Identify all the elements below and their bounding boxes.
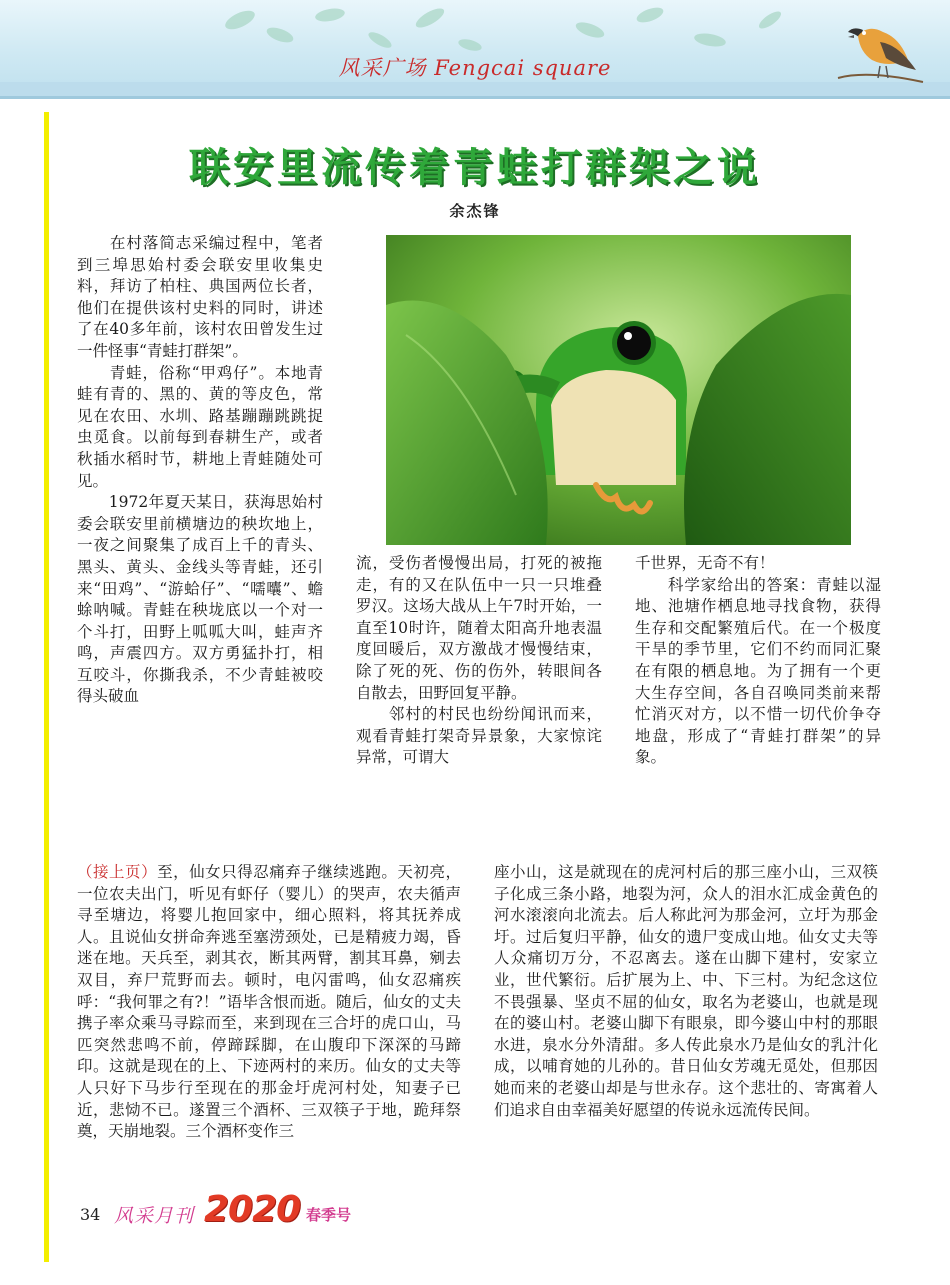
magazine-season: 春季号: [306, 1206, 352, 1224]
banner-stripe: [0, 82, 950, 96]
page-footer: [62, 1187, 462, 1237]
header-banner: [0, 0, 950, 96]
article-title: 联安里流传着青蛙打群架之说: [189, 145, 761, 191]
banner-divider: [0, 96, 950, 99]
article-column-3: 千世界，无奇不有！ 科学家给出的答案：青蛙以湿地、池塘作栖息地寻找食物，获得生存和交配繁殖后代。在一个极度干旱的季节里，它们不约而同汇聚在有限的栖息地。为了拥有一个更大生存空间，各自召唤同类前来帮忙消灭对方，以不惜一切代价争夺地盘，形成了“青蛙打群架”的异象。: [635, 554, 881, 767]
side-accent-bar: [44, 112, 49, 1262]
magazine-name: 风采月刊: [114, 1205, 195, 1227]
continued-column-left: [77, 862, 461, 1143]
continued-label: （接上页）: [77, 863, 158, 881]
article-column-2: 流，受伤者慢慢出局，打死的被拖走，有的又在队伍中一只一只堆叠罗汉。这场大战从上午7时开始，一直至10时许，随着太阳高升地表温度回暖后，双方激战才慢慢结束，除了死的死、伤的伤外，转眼间各自散去，田野回复平静。 邻村的村民也纷纷闻讯而来，观看青蛙打架奇异景象，大家惊诧异常，可谓大: [356, 554, 602, 767]
article-column-1: 在村落简志采编过程中，笔者到三埠思始村委会联安里收集史料，拜访了柏柱、典国两位长者，他们在提供该村史料的同时，讲述了在40多年前，该村农田曾发生过一件怪事“青蛙打群架”。 青蛙，俗称“甲鸡仔”。本地青蛙有青的、黑的、黄的等皮色，常见在农田、水圳、路基蹦蹦跳跳捉虫觅食。以前每到春耕生产，或者秋插水稻时节，耕地上青蛙随处可见。 1972年夏天某日，获海思始村委会联安里前横塘边的秧坎地上，一夜之间聚集了成百上千的青头、黑头、黄头、金线头等青蛙，还引来“田鸡”、“游蛤仔”、“嚅囔”、蟾蜍呐喊。青蛙在秧垅底以一个对一个斗打，田野上呱呱大叫，蛙声齐鸣，声震四方。双方勇猛扑打，相互咬斗，你撕我杀，不少青蛙被咬得头破血: [77, 234, 323, 706]
section-label: 风采广场 Fengcai square: [338, 56, 612, 80]
page-number: 34: [80, 1205, 101, 1224]
article-author: 余杰锋: [449, 202, 501, 220]
magazine-year: 2020: [204, 1189, 301, 1230]
frog-photo: [386, 235, 851, 545]
continued-text-left: 至，仙女只得忍痛弃子继续逃跑。天初亮，一位农夫出门，听见有虾仔（婴儿）的哭声，农夫循声寻至塘边，将婴儿抱回家中，细心照料，将其抚养成人。且说仙女拼命奔逃至塞涝颈处，已是精疲力竭，昏迷在地。天兵至，剥其衣，断其两臂，割其耳鼻，剜去双目，弃尸荒野而去。顿时，电闪雷鸣，仙女忍痛疾呼：“我何罪之有?！”语毕含恨而逝。随后，仙女的丈夫携子率众乘马寻踪而至，来到现在三合圩的虎口山，马匹突然悲鸣不前，停蹄踩脚，在山腹印下深深的马蹄印。这就是现在的上、下迹两村的来历。仙女的丈夫等人只好下马步行至现在的那金圩虎河村处，知妻子已近，悲恸不已。遂置三个酒杯、三双筷子于地，跪拜祭奠，天崩地裂。三个酒杯变作三: [77, 863, 461, 1141]
continued-column-right: 座小山，这是就现在的虎河村后的那三座小山，三双筷子化成三条小路，地裂为河，众人的泪水汇成金黄色的河水滚滚向北流去。后人称此河为那金河，立圩为那金圩。过后复归平静，仙女的遗尸变成山地。仙女丈夫等人众痛切万分，不忍离去。遂在山脚下建村，安家立业，世代繁衍。后扩展为上、中、下三村。为纪念这位不畏强暴、坚贞不屈的仙女，取名为老婆山，也就是现在的婆山村。老婆山脚下有眼泉，即今婆山中村的那眼水进，泉水分外清甜。多人传此泉水乃是仙女的乳汁化成，以哺育她的儿孙的。昔日仙女芳魂无觅处，但那因她而来的老婆山却是与世永存。这个悲壮的、寄寓着人们追求自由幸福美好愿望的传说永远流传民间。: [494, 863, 878, 1119]
